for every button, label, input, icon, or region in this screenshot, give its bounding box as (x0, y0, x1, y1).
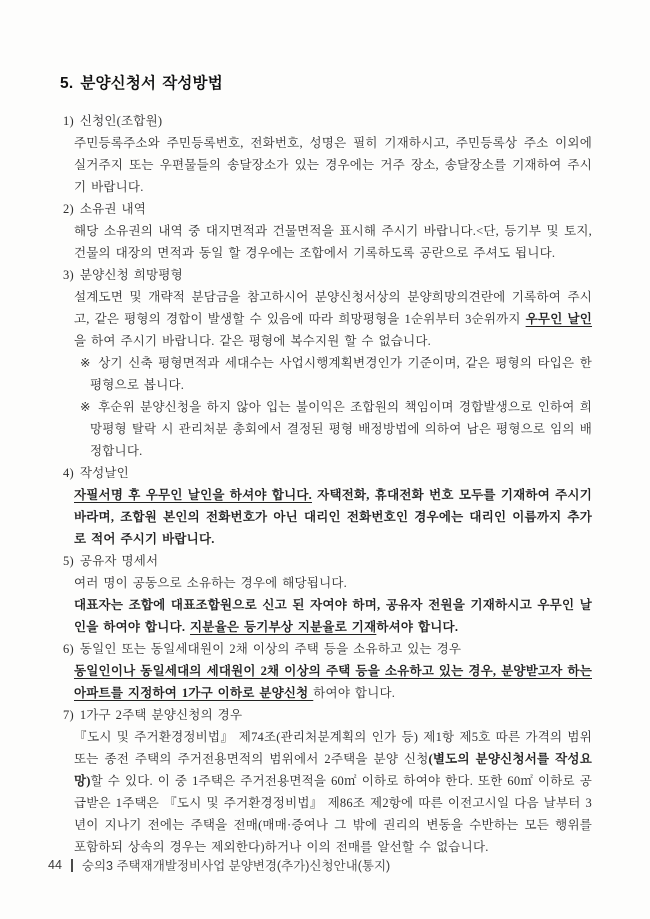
page-title (60, 74, 592, 94)
instruction-list (63, 110, 592, 858)
section-body (74, 286, 592, 462)
section-body (74, 484, 592, 550)
note-paragraph (74, 396, 592, 462)
section-heading (63, 550, 592, 572)
note-text: 후순위 분양신청을 하지 않아 입는 불이익은 조합원의 책임이며 경합발생으로 인하여 희망평형 탈락 시 관리처분 총회에서 결정된 평형 배정방법에 의하여 남은 평형으로 임의 배정합니다. (90, 400, 592, 458)
paragraph (74, 660, 592, 704)
text-run-emphasis: 지분율은 등기부상 지분율로 기재 (190, 620, 377, 634)
section-multiple-houses (63, 638, 592, 704)
text-run: 할 수 있다. 이 중 1주택은 주거전용면적을 60㎡ 이하로 하여야 한다. 또한 60㎡ 이하로 공급받은 1주택은 『도시 및 주거환경정비법』 제86조 제2항에 따른 이전고시일 다음 날부터 3년이 지나기 전에는 주택을 전매(매매·증여나 그 밖에 권리의 변동을 수반하는 모든 행위를 포함하되 상속의 경우는 제외한다)하거나 이의 전매를 알선할 수 없습니다. (74, 774, 592, 854)
note-marker: ※ (80, 400, 92, 414)
section-heading-text: 1가구 2주택 분양신청의 경우 (79, 708, 243, 722)
section-body (74, 132, 592, 198)
page-content (60, 74, 592, 858)
footer-separator (71, 859, 73, 872)
section-number: 2) (63, 202, 74, 216)
text-run-emphasis: 동일인이나 동일세대의 세대원이 2채 이상의 주택 등을 소유하고 있는 경우, 분양받고자 하는 아파트를 지정하여 1가구 이하로 분양신청 (74, 664, 592, 700)
section-co-owners (63, 550, 592, 638)
text-run: 해당 소유권의 내역 중 대지면적과 건물면적을 표시해 주시기 바랍니다.<단, 등기부 및 토지, 건물의 대장의 면적과 동일 할 경우에는 조합에서 기록하도록 공란으로 주셔도 됩니다. (74, 224, 592, 260)
paragraph (74, 484, 592, 550)
section-heading-text: 동일인 또는 동일세대원이 2채 이상의 주택 등을 소유하고 있는 경우 (79, 642, 462, 656)
section-number: 5) (63, 554, 74, 568)
section-applicant (63, 110, 592, 198)
paragraph (74, 286, 592, 352)
paragraph (74, 572, 592, 594)
section-number: 1) (63, 114, 74, 128)
section-heading-text: 작성날인 (79, 466, 129, 480)
section-number: 4) (63, 466, 74, 480)
paragraph (74, 726, 592, 858)
footer-text: 숭의3 주택재개발정비사업 분양변경(추가)신청안내(통지) (81, 859, 391, 873)
section-heading (63, 638, 592, 660)
text-run: 주민등록주소와 주민등록번호, 전화번호, 성명은 필히 기재하시고, 주민등록상 주소 이외에 실거주지 또는 우편물들의 송달장소가 있는 경우에는 거주 장소, 송달장소를 기재하여 주시기 바랍니다. (74, 136, 592, 194)
note-paragraph (74, 352, 592, 396)
section-heading (63, 462, 592, 484)
section-ownership (63, 198, 592, 264)
note-marker: ※ (80, 356, 92, 370)
paragraph (74, 132, 592, 198)
text-run: 을 하여 주시기 바랍니다. 같은 평형에 복수지원 할 수 없습니다. (74, 334, 431, 348)
section-body (74, 572, 592, 638)
text-run-bold: (별도의 분양신청서를 작성요망) (74, 752, 592, 788)
paragraph (74, 594, 592, 638)
page-title-number: 5. (60, 75, 74, 92)
section-body (74, 660, 592, 704)
text-run: 하여야 합니다. (313, 686, 396, 700)
section-heading (63, 264, 592, 286)
section-heading (63, 110, 592, 132)
section-heading (63, 704, 592, 726)
section-desired-size (63, 264, 592, 462)
section-number: 6) (63, 642, 74, 656)
text-run: 설계도면 및 개략적 분담금을 참고하시어 분양신청서상의 분양희망의견란에 기록하여 주시고, 같은 평형의 경합이 발생할 수 있음에 따라 희망평형을 1순위부터 3순위까지 (74, 290, 592, 326)
section-body (74, 220, 592, 264)
section-heading (63, 198, 592, 220)
page-footer (48, 856, 390, 874)
text-run-bold: 대표자는 조합에 대표조합원으로 신고 된 자여야 하며, 공유자 전원을 기재하시고 우무인 날인을 하여야 합니다. (74, 598, 592, 634)
section-heading-text: 신청인(조합원) (79, 114, 163, 128)
text-run-bold: 하셔야 합니다. (376, 620, 459, 634)
note-text: 상기 신축 평형면적과 세대수는 사업시행계획변경인가 기준이며, 같은 평형의 타입은 한 평형으로 봅니다. (90, 356, 592, 392)
section-number: 7) (63, 708, 74, 722)
section-heading-text: 분양신청 희망평형 (79, 268, 183, 282)
section-number: 3) (63, 268, 74, 282)
section-heading-text: 공유자 명세서 (79, 554, 159, 568)
text-run: 여러 명이 공동으로 소유하는 경우에 해당됩니다. (74, 576, 347, 590)
page-number: 44 (48, 858, 62, 872)
section-one-household-two-houses (63, 704, 592, 858)
section-signature-seal (63, 462, 592, 550)
section-body (74, 726, 592, 858)
page-title-text: 분양신청서 작성방법 (80, 75, 223, 92)
paragraph (74, 220, 592, 264)
section-heading-text: 소유권 내역 (79, 202, 147, 216)
text-run-emphasis: 우무인 날인 (525, 312, 593, 326)
text-run-emphasis: 자필서명 후 우무인 날인을 하셔야 합니다. (74, 488, 312, 502)
text-run-bold: 자택전화, 휴대전화 번호 모두를 기재하여 주시기 바라며, 조합원 본인의 전화번호가 아닌 대리인 전화번호인 경우에는 대리인 이름까지 추가로 적어 주시기 바랍니다. (74, 488, 592, 546)
text-run: 『도시 및 주거환경정비법』 제74조(관리처분계획의 인가 등) 제1항 제5호 따른 가격의 범위 또는 종전 주택의 주거전용면적의 범위에서 2주택을 분양 신청 (74, 730, 592, 766)
